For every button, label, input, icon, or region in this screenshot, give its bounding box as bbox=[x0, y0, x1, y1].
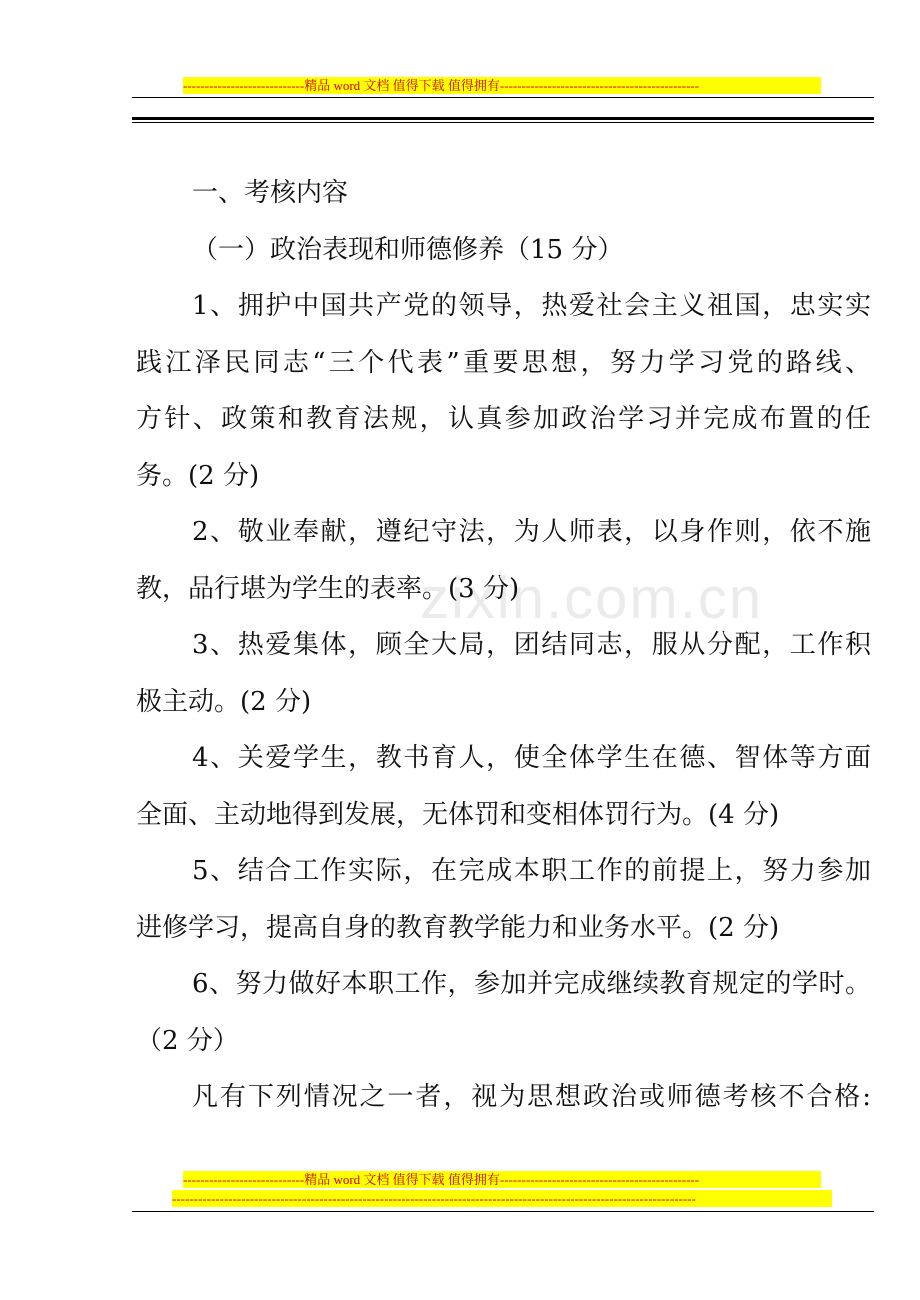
paragraph-line: 进修学习，提高自身的教育教学能力和业务水平。(2 分) bbox=[136, 912, 780, 943]
watermark: zixin.com.cn bbox=[420, 566, 764, 631]
header-rule-bottom bbox=[132, 122, 874, 123]
paragraph-line: 2、敬业奉献，遵纪守法，为人师表，以身作则，依不施 bbox=[192, 517, 871, 547]
paragraph-line: 极主动。(2 分) bbox=[136, 686, 312, 717]
header-rule-thin bbox=[132, 97, 874, 98]
document-body bbox=[136, 170, 871, 1131]
paragraph-line: 4、关爱学生，教书育人，使全体学生在德、智体等方面 bbox=[192, 743, 871, 773]
paragraph-line: 务。(2 分) bbox=[136, 460, 260, 491]
paragraph-line: 践江泽民同志“三个代表”重要思想，努力学习党的路线、 bbox=[136, 347, 871, 378]
header-rule-thick bbox=[132, 117, 874, 120]
paragraph-line: 5、结合工作实际，在完成本职工作的前提上，努力参加 bbox=[192, 856, 871, 886]
footer-banner: ----------------------------精品 word 文档 值得下载 值得拥有---------------------------------------------- bbox=[183, 1171, 821, 1188]
paragraph-line: 凡有下列情况之一者，视为思想政治或师德考核不合格: bbox=[192, 1082, 871, 1112]
paragraph-line: （2 分） bbox=[136, 1025, 239, 1056]
header-banner: ----------------------------精品 word 文档 值得下载 值得拥有---------------------------------------------- bbox=[183, 77, 821, 94]
paragraph-line: 3、热爱集体，顾全大局，团结同志，服从分配，工作积 bbox=[192, 630, 871, 660]
footer-rule bbox=[132, 1211, 874, 1212]
paragraph-line: 6、努力做好本职工作，参加并完成继续教育规定的学时。 bbox=[192, 969, 871, 999]
paragraph-line: 1、拥护中国共产党的领导，热爱社会主义祖国，忠实实 bbox=[192, 291, 871, 321]
paragraph-line: 全面、主动地得到发展，无体罚和变相体罚行为。(4 分) bbox=[136, 799, 780, 830]
paragraph-line: 方针、政策和教育法规，认真参加政治学习并完成布置的任 bbox=[136, 404, 871, 434]
footer-banner-dashes: ------------------------------------------------------------------------------------------------------------------------- bbox=[172, 1190, 832, 1207]
paragraph-line: 教，品行堪为学生的表率。(3 分) bbox=[136, 573, 520, 604]
paragraph-line: （一）政治表现和师德修养（15 分） bbox=[192, 234, 624, 265]
paragraph-line: 一、考核内容 bbox=[192, 178, 349, 208]
